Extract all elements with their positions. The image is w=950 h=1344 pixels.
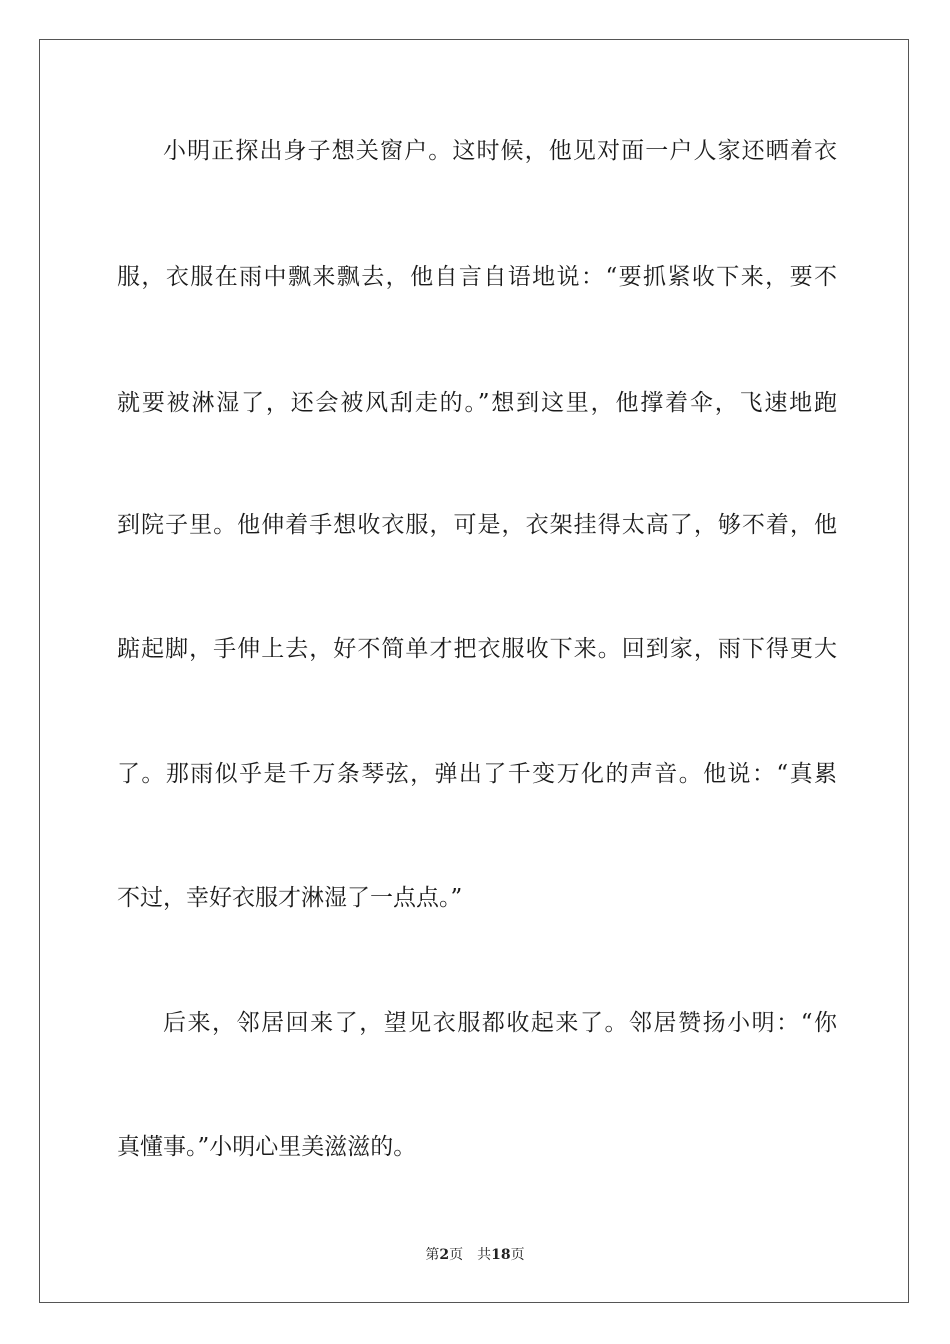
total-suffix: 页 [510,1247,525,1263]
page-number: 2 [439,1247,450,1263]
paragraph-1-line-4: 到院子里。他伸着手想收衣服，可是，衣架挂得太高了，够不着，他 [117,512,837,538]
page-suffix: 页 [449,1247,464,1263]
paragraph-1-line-6: 了。那雨似乎是千万条琴弦，弹出了千变万化的声音。他说：“真累 [117,761,837,787]
paragraph-1-line-3: 就要被淋湿了，还会被风刮走的。”想到这里，他撑着伞，飞速地跑 [117,390,837,416]
page-footer [0,1246,950,1264]
total-pages: 18 [491,1247,511,1263]
paragraph-2-line-1: 后来，邻居回来了，望见衣服都收起来了。邻居赞扬小明：“你 [163,1010,837,1036]
page-prefix: 第 [425,1247,440,1263]
paragraph-1-line-5: 踮起脚，手伸上去，好不简单才把衣服收下来。回到家，雨下得更大 [117,636,837,662]
paragraph-1-line-7: 不过，幸好衣服才淋湿了一点点。” [117,885,463,911]
paragraph-1-line-1: 小明正探出身子想关窗户。这时候，他见对面一户人家还晒着衣 [163,138,837,164]
total-prefix: 共 [477,1247,492,1263]
paragraph-1-line-2: 服，衣服在雨中飘来飘去，他自言自语地说：“要抓紧收下来，要不 [117,264,837,290]
page-border [39,39,909,1303]
paragraph-2-line-2: 真懂事。”小明心里美滋滋的。 [117,1134,417,1160]
